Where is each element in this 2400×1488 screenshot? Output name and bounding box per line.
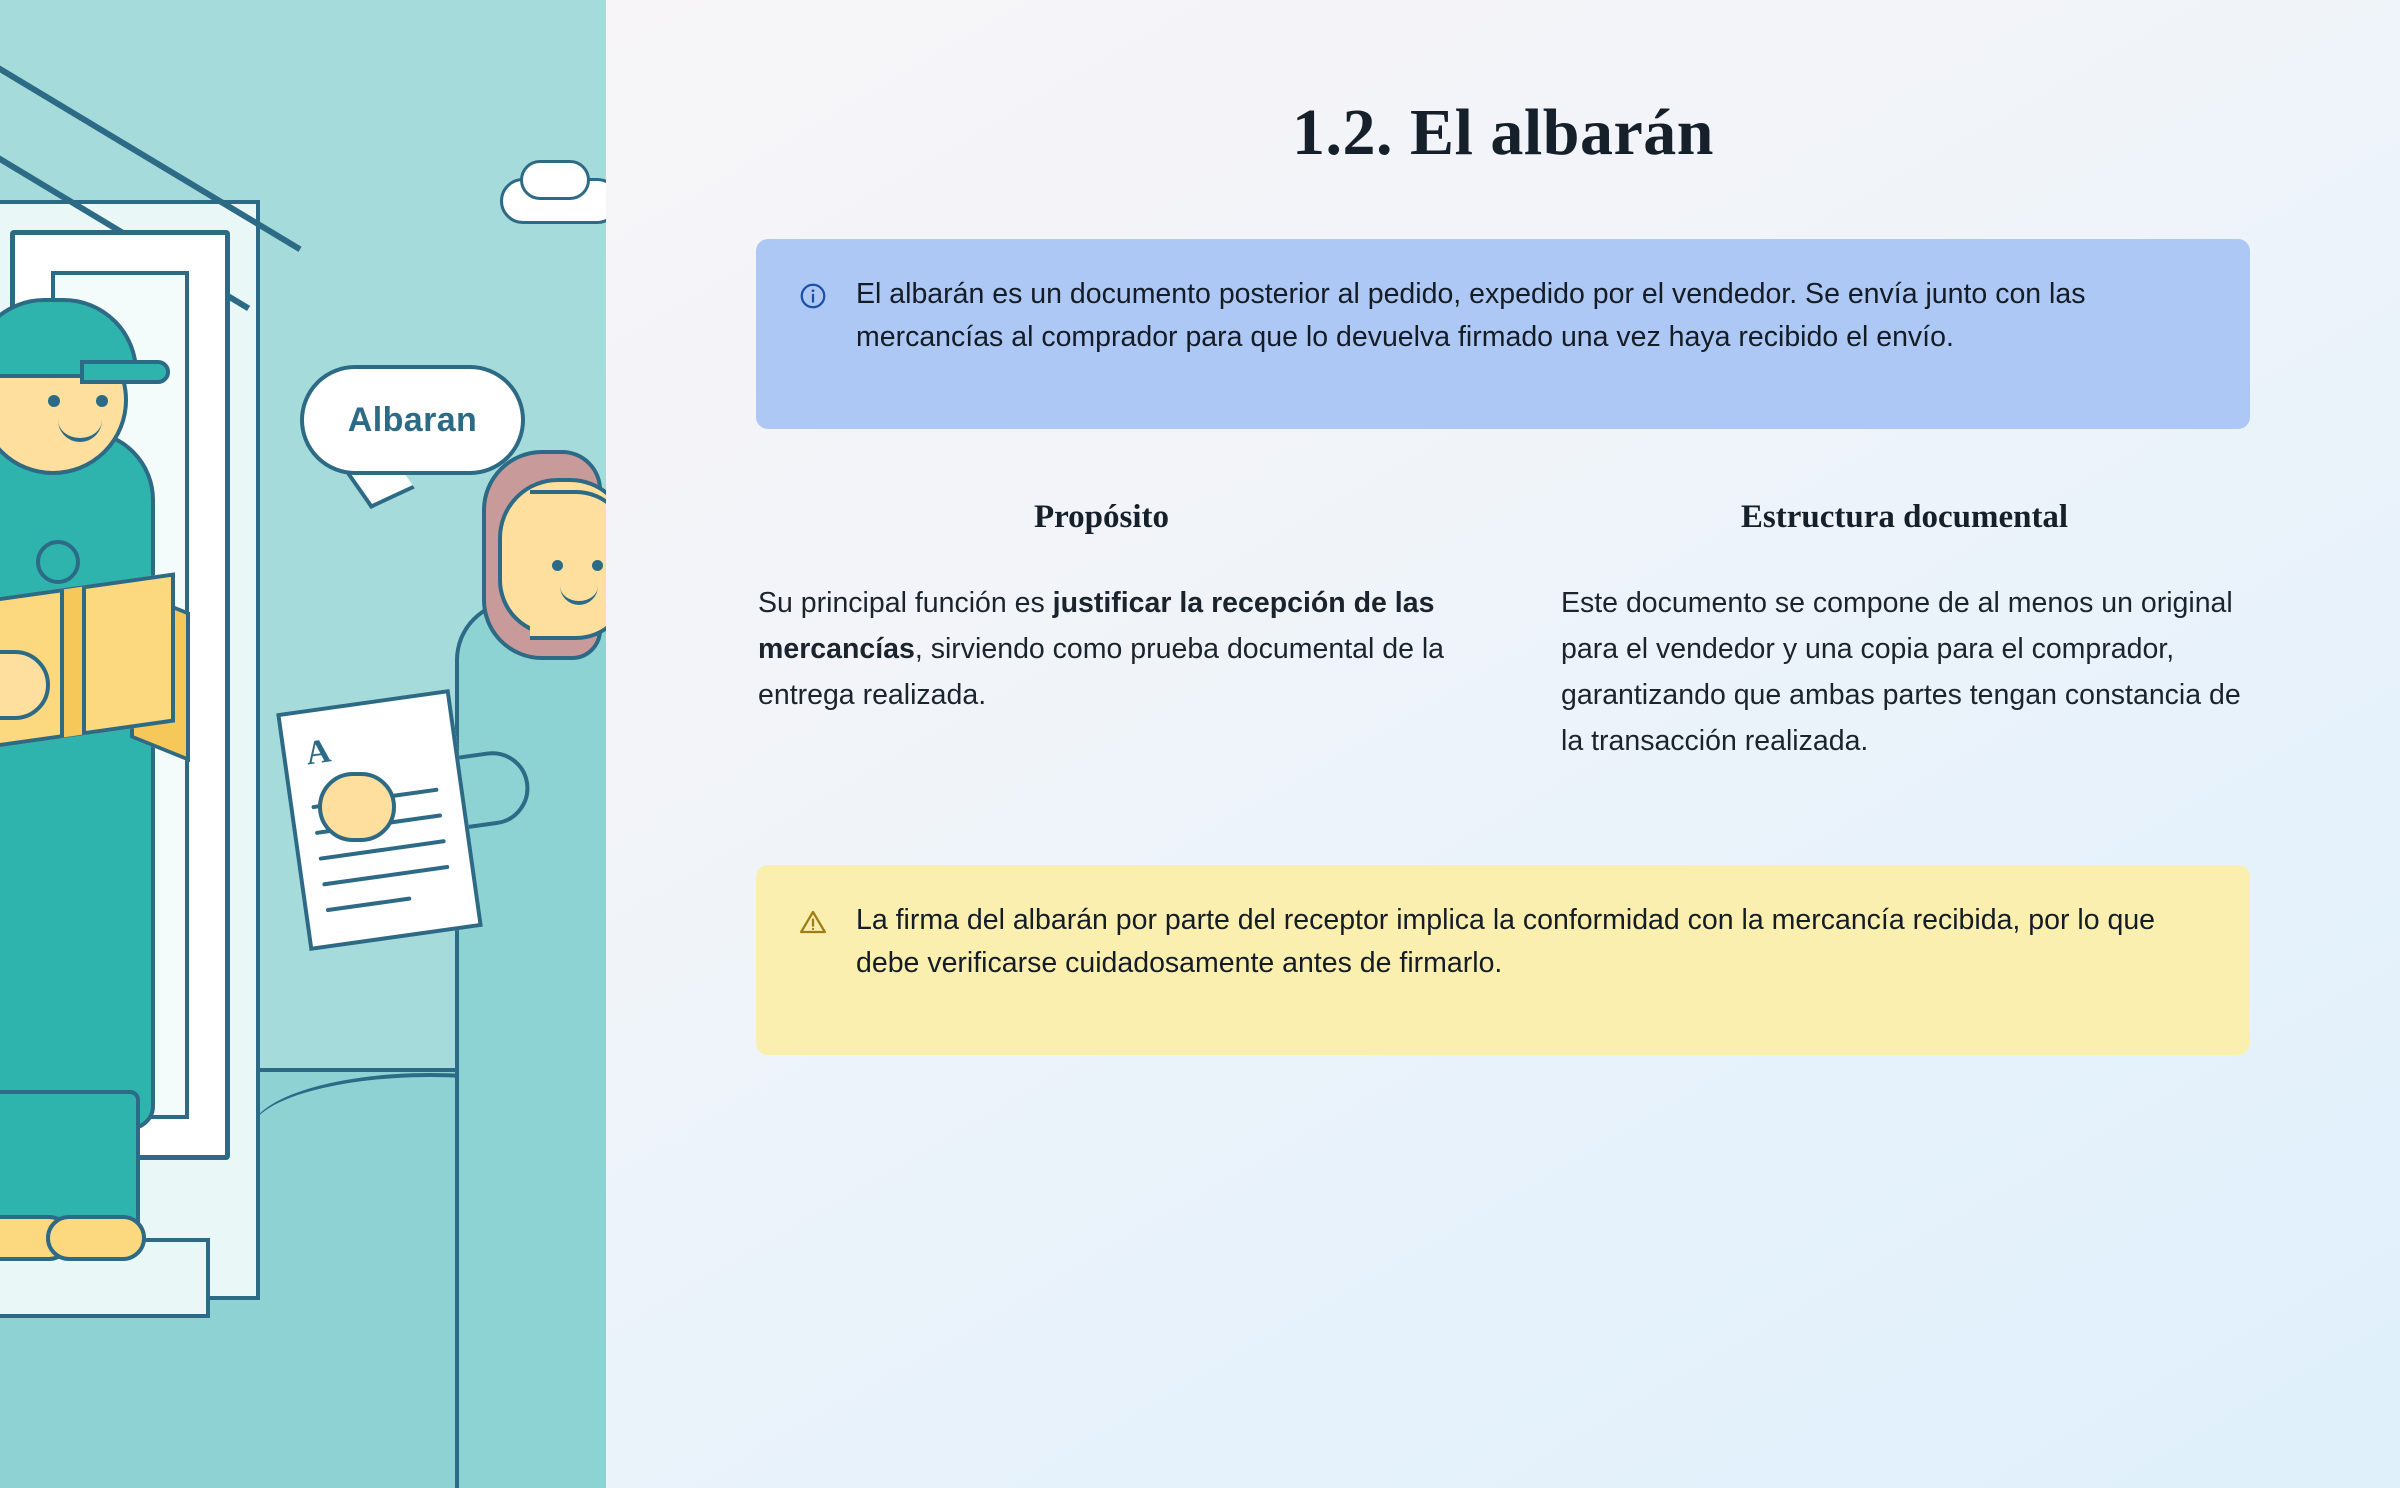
courier-cap-brim-shape (80, 360, 170, 384)
courier-eye-shape (48, 395, 60, 407)
illustration-panel (0, 0, 606, 1488)
two-column-section (756, 499, 2250, 765)
column-proposito (758, 499, 1445, 765)
receiver-eye-shape (552, 560, 563, 571)
courier-body-shape (0, 430, 155, 1130)
clipboard-letter: A (303, 732, 334, 773)
info-callout-text: El albarán es un documento posterior al pedido, expedido por el vendedor. Se envía junto con las mercancías al comprador para que lo devuelva firmado una vez haya recibido el envío. (856, 278, 2086, 354)
column-heading: Propósito (1033, 499, 1170, 535)
column-bold-text: justificar la recepción de las mercancías (758, 587, 1435, 666)
column-text-after-bold: , sirviendo como prueba documental de la entrega realizada. (758, 633, 1445, 712)
page-title: 1.2. El albarán (1292, 96, 1714, 169)
courier-eye-shape (96, 395, 108, 407)
info-circle-icon (796, 279, 830, 313)
receiver-eye-shape (592, 560, 603, 571)
cloud-icon (520, 160, 590, 200)
content-panel (606, 0, 2400, 1488)
column-body: Este documento se compone de al menos un original para el vendedor y una copia para el comprador, garantizando que ambas partes tengan constancia de la transacción realizada. (1561, 587, 2241, 758)
warning-callout-text: La firma del albarán por parte del receptor implica la conformidad con la mercancía recibida, por lo que debe verificarse cuidadosamente antes de firmarlo. (856, 903, 2156, 979)
speech-bubble-label: Albaran (347, 400, 478, 439)
clipboard-line (322, 865, 449, 887)
column-heading: Estructura documental (1740, 499, 2069, 535)
courier-badge-icon (36, 540, 80, 584)
column-estructura-documental (1561, 499, 2248, 765)
warning-callout (756, 865, 2250, 1055)
info-callout (756, 239, 2250, 429)
receiver-hand-shape (318, 772, 396, 842)
speech-bubble (300, 365, 525, 475)
column-text-before-bold: Su principal función es (758, 587, 1053, 619)
column-body (758, 580, 1445, 718)
package-tape-shape (60, 586, 86, 738)
clipboard-line (319, 839, 446, 861)
receiver-body-shape (455, 600, 606, 1488)
clipboard-line (326, 896, 412, 912)
courier-shoe-shape (46, 1215, 146, 1261)
warning-triangle-icon (796, 905, 830, 939)
